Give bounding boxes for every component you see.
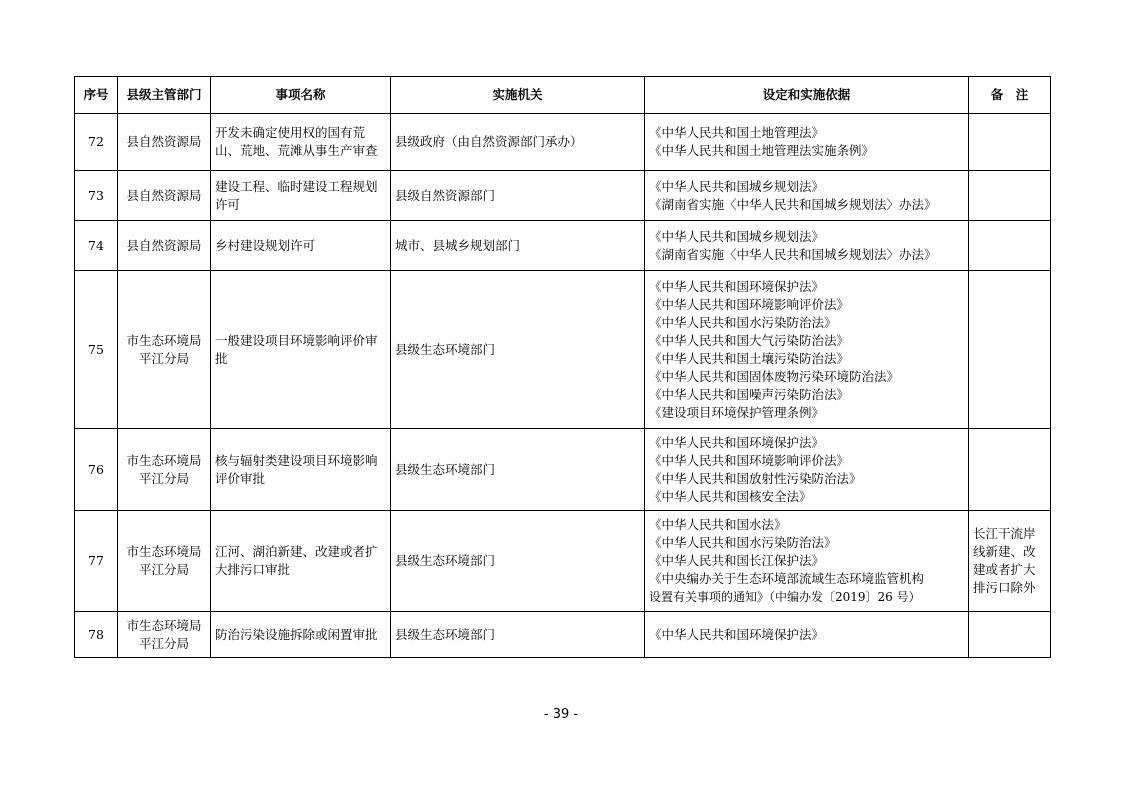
row-item: 一般建设项目环境影响评价审批: [211, 271, 391, 429]
row-no: 73: [75, 171, 118, 221]
row-org: 县级自然资源部门: [391, 171, 645, 221]
row-basis: 《中华人民共和国环境保护法》 《中华人民共和国环境影响评价法》 《中华人民共和国放射性污染防治法》 《中华人民共和国核安全法》: [645, 429, 969, 511]
table-row: [75, 429, 1051, 511]
row-dept: 县自然资源局: [118, 171, 211, 221]
table-row: [75, 221, 1051, 271]
row-note: [969, 429, 1051, 511]
row-note: [969, 271, 1051, 429]
row-org: 县级生态环境部门: [391, 271, 645, 429]
row-org: 县级生态环境部门: [391, 511, 645, 612]
row-item: 核与辐射类建设项目环境影响评价审批: [211, 429, 391, 511]
row-org: 县级生态环境部门: [391, 612, 645, 658]
row-note: [969, 612, 1051, 658]
row-no: 74: [75, 221, 118, 271]
table-row: [75, 171, 1051, 221]
row-item: 防治污染设施拆除或闲置审批: [211, 612, 391, 658]
row-no: 75: [75, 271, 118, 429]
row-org: 城市、县城乡规划部门: [391, 221, 645, 271]
row-dept: 市生态环境局 平江分局: [118, 271, 211, 429]
row-note: [969, 171, 1051, 221]
page-number: - 39 -: [543, 707, 579, 722]
row-no: 76: [75, 429, 118, 511]
table-header-row: [75, 77, 1051, 114]
row-no: 78: [75, 612, 118, 658]
header-dept: 县级主管部门: [118, 77, 211, 114]
table-row: [75, 511, 1051, 612]
row-note: [969, 221, 1051, 271]
header-org: 实施机关: [391, 77, 645, 114]
row-basis: 《中华人民共和国土地管理法》 《中华人民共和国土地管理法实施条例》: [645, 114, 969, 171]
row-item: 开发未确定使用权的国有荒山、荒地、荒滩从事生产审查: [211, 114, 391, 171]
approval-items-table: [74, 76, 1051, 658]
table-row: [75, 271, 1051, 429]
header-note: 备 注: [969, 77, 1051, 114]
table-row: [75, 612, 1051, 658]
row-item: 江河、湖泊新建、改建或者扩大排污口审批: [211, 511, 391, 612]
row-org: 县级政府（由自然资源部门承办）: [391, 114, 645, 171]
row-dept: 县自然资源局: [118, 221, 211, 271]
row-basis: 《中华人民共和国环境保护法》: [645, 612, 969, 658]
row-item: 乡村建设规划许可: [211, 221, 391, 271]
row-basis: 《中华人民共和国水法》 《中华人民共和国水污染防治法》 《中华人民共和国长江保护法》 《中央编办关于生态环境部流域生态环境监管机构 设置有关事项的通知》（中编办发〔2019〕26 号）: [645, 511, 969, 612]
header-no: 序号: [75, 77, 118, 114]
row-item: 建设工程、临时建设工程规划许可: [211, 171, 391, 221]
header-item: 事项名称: [211, 77, 391, 114]
row-basis: 《中华人民共和国城乡规划法》 《湖南省实施〈中华人民共和国城乡规划法〉办法》: [645, 221, 969, 271]
row-basis: 《中华人民共和国城乡规划法》 《湖南省实施〈中华人民共和国城乡规划法〉办法》: [645, 171, 969, 221]
header-basis: 设定和实施依据: [645, 77, 969, 114]
row-no: 72: [75, 114, 118, 171]
row-basis: 《中华人民共和国环境保护法》 《中华人民共和国环境影响评价法》 《中华人民共和国水污染防治法》 《中华人民共和国大气污染防治法》 《中华人民共和国土壤污染防治法》 《中华人民共和国固体废物污染环境防治法》 《中华人民共和国噪声污染防治法》 《建设项目环境保护管理条例》: [645, 271, 969, 429]
row-dept: 县自然资源局: [118, 114, 211, 171]
row-note: [969, 114, 1051, 171]
row-org: 县级生态环境部门: [391, 429, 645, 511]
row-dept: 市生态环境局 平江分局: [118, 511, 211, 612]
row-no: 77: [75, 511, 118, 612]
row-dept: 市生态环境局 平江分局: [118, 429, 211, 511]
row-note: 长江干流岸线新建、改建或者扩大排污口除外: [969, 511, 1051, 612]
table-row: [75, 114, 1051, 171]
row-dept: 市生态环境局 平江分局: [118, 612, 211, 658]
